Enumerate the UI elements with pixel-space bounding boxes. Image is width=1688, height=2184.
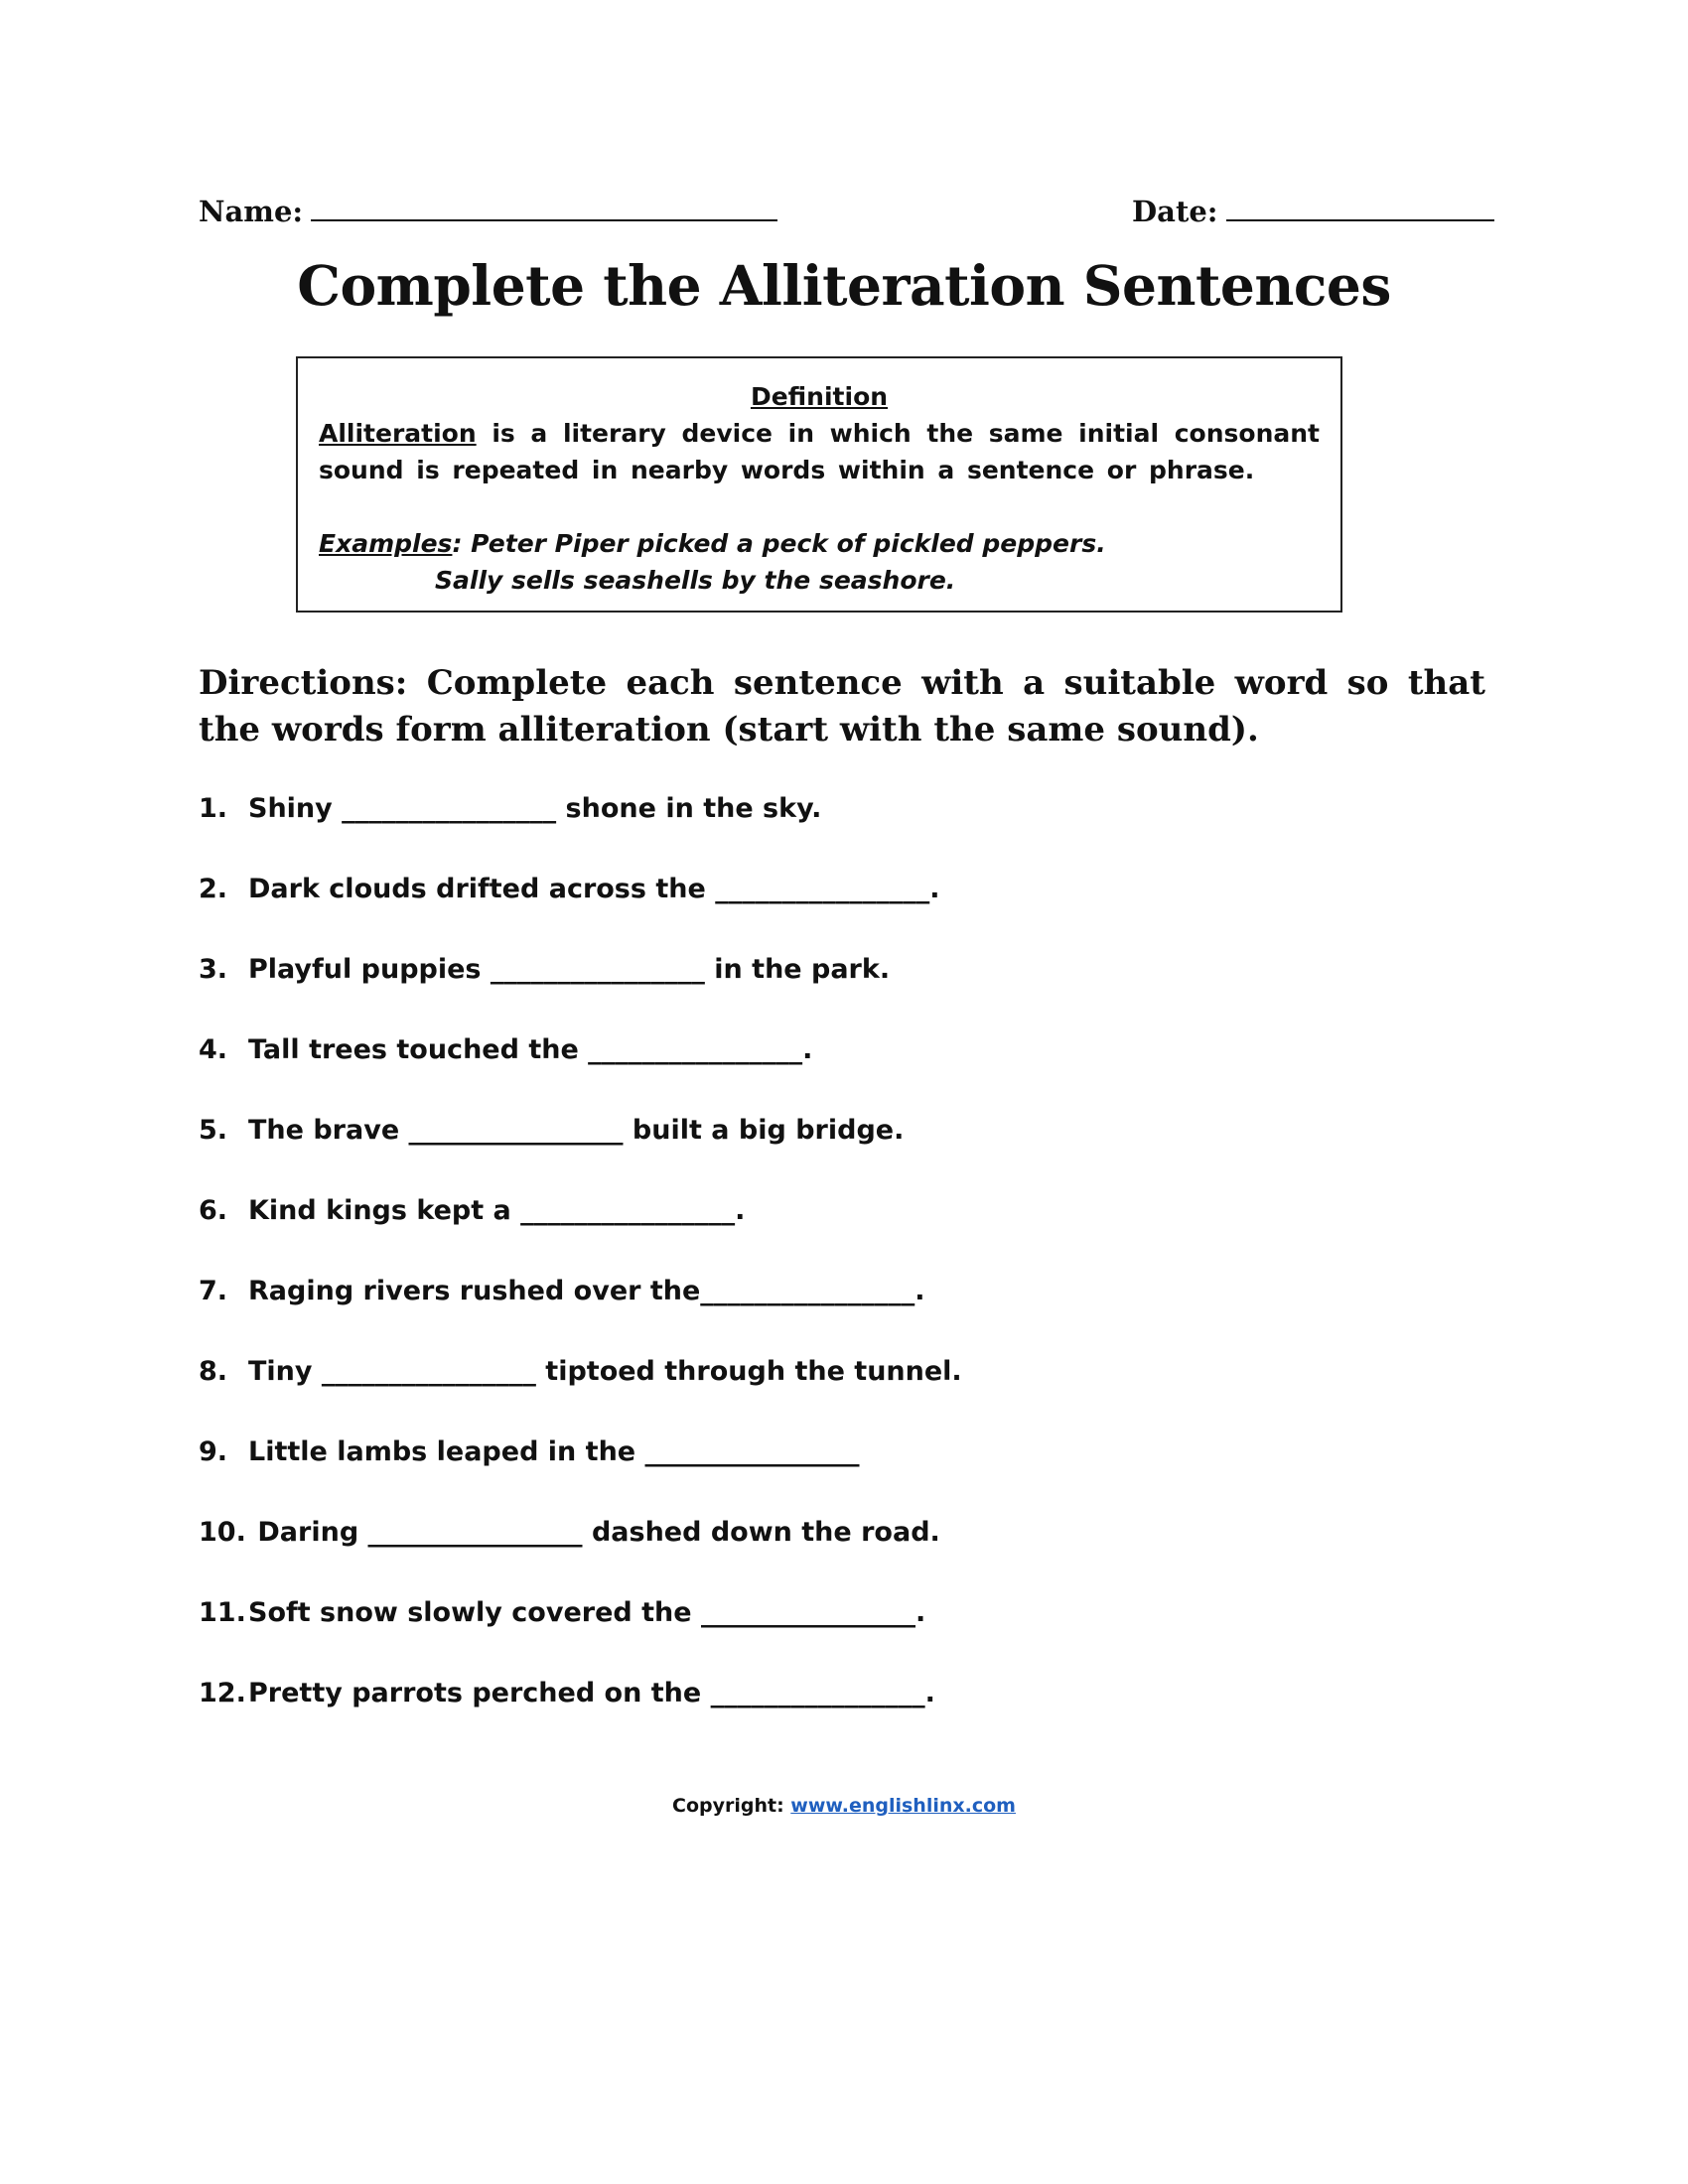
question-item (199, 1030, 1489, 1111)
copyright-footer (0, 1795, 1688, 1817)
examples-label: Examples (319, 529, 453, 558)
question-text[interactable]: Daring ________________ dashed down the road. (248, 1517, 940, 1548)
question-number: 1. (199, 793, 228, 824)
question-text[interactable]: Pretty parrots perched on the ________________. (248, 1678, 935, 1708)
header-row (199, 195, 1489, 242)
question-item (199, 1433, 1489, 1513)
question-item (199, 870, 1489, 950)
question-number: 7. (199, 1276, 228, 1306)
directions: Directions: Complete each sentence with a suitable word so that the words form alliteration (start with the same sound). (199, 663, 1485, 750)
question-number: 10. (199, 1517, 246, 1548)
question-item (199, 1111, 1489, 1191)
question-item (199, 1272, 1489, 1352)
question-item (199, 950, 1489, 1030)
question-item (199, 1674, 1489, 1754)
question-text[interactable]: Tall trees touched the ________________. (248, 1034, 813, 1065)
question-text[interactable]: Raging rivers rushed over the________________. (248, 1276, 925, 1306)
question-list (199, 789, 1489, 1754)
question-item (199, 1191, 1489, 1272)
date-label: Date: (1132, 195, 1218, 228)
question-text[interactable]: Kind kings kept a ________________. (248, 1195, 746, 1226)
question-number: 12. (199, 1678, 246, 1708)
question-text[interactable]: Playful puppies ________________ in the park. (248, 954, 891, 985)
copyright-label: Copyright: (672, 1795, 791, 1817)
question-text[interactable]: Shiny ________________ shone in the sky. (248, 793, 822, 824)
question-text[interactable]: The brave ________________ built a big bridge. (248, 1115, 905, 1146)
question-item (199, 1513, 1489, 1593)
name-label: Name: (199, 195, 304, 228)
question-text[interactable]: Little lambs leaped in the ________________ (248, 1436, 860, 1467)
question-number: 2. (199, 874, 228, 904)
example-1: : Peter Piper picked a peck of pickled peppers. (452, 529, 1106, 558)
question-number: 6. (199, 1195, 228, 1226)
definition-description: is a literary device in which the same initial consonant sound is repeated in nearby words within a sentence or phrase. (319, 419, 1320, 484)
question-number: 11. (199, 1597, 246, 1628)
question-number: 4. (199, 1034, 228, 1065)
page-title: Complete the Alliteration Sentences (297, 253, 1391, 318)
definition-heading: Definition (750, 382, 889, 411)
question-item (199, 789, 1489, 870)
question-number: 8. (199, 1356, 228, 1387)
question-number: 9. (199, 1436, 228, 1467)
date-blank-line[interactable] (1226, 218, 1494, 221)
question-text[interactable]: Soft snow slowly covered the ________________. (248, 1597, 926, 1628)
definition-box (296, 356, 1342, 613)
name-blank-line[interactable] (311, 218, 777, 221)
question-item (199, 1593, 1489, 1674)
example-2: Sally sells seashells by the seashore. (435, 566, 956, 595)
question-item (199, 1352, 1489, 1433)
date-field[interactable] (1132, 195, 1494, 228)
question-text[interactable]: Dark clouds drifted across the ________________. (248, 874, 940, 904)
copyright-link[interactable]: www.englishlinx.com (790, 1795, 1016, 1817)
question-text[interactable]: Tiny ________________ tiptoed through the tunnel. (248, 1356, 962, 1387)
examples-line-1 (319, 525, 1320, 562)
definition-text (319, 415, 1320, 488)
question-number: 5. (199, 1115, 228, 1146)
definition-term: Alliteration (319, 419, 477, 448)
name-field[interactable] (199, 195, 777, 228)
question-number: 3. (199, 954, 228, 985)
